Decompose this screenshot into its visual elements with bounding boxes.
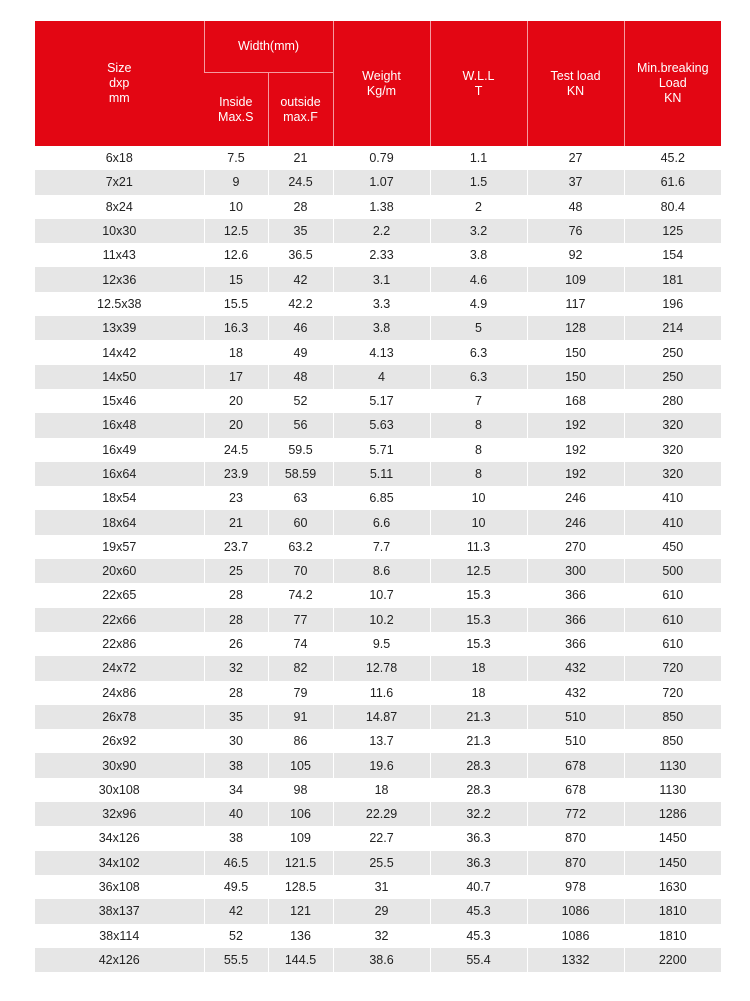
cell-wll: 4.6 xyxy=(430,267,527,291)
cell-inside: 18 xyxy=(204,340,268,364)
cell-test-load: 168 xyxy=(527,389,624,413)
table-row xyxy=(35,438,721,462)
cell-inside: 28 xyxy=(204,583,268,607)
cell-weight: 5.63 xyxy=(333,413,430,437)
cell-weight: 19.6 xyxy=(333,753,430,777)
table-row xyxy=(35,146,721,170)
cell-size: 24x86 xyxy=(35,681,204,705)
cell-wll: 21.3 xyxy=(430,729,527,753)
cell-test-load: 870 xyxy=(527,851,624,875)
table-row xyxy=(35,243,721,267)
cell-weight: 5.17 xyxy=(333,389,430,413)
table-row xyxy=(35,608,721,632)
cell-min-breaking-load: 2200 xyxy=(624,948,721,972)
cell-test-load: 192 xyxy=(527,413,624,437)
cell-wll: 36.3 xyxy=(430,826,527,850)
cell-size: 30x108 xyxy=(35,778,204,802)
cell-outside: 74.2 xyxy=(268,583,333,607)
cell-weight: 3.1 xyxy=(333,267,430,291)
table-row xyxy=(35,778,721,802)
table-row xyxy=(35,195,721,219)
cell-weight: 9.5 xyxy=(333,632,430,656)
cell-min-breaking-load: 125 xyxy=(624,219,721,243)
cell-test-load: 772 xyxy=(527,802,624,826)
cell-wll: 10 xyxy=(430,486,527,510)
cell-wll: 11.3 xyxy=(430,535,527,559)
cell-outside: 52 xyxy=(268,389,333,413)
table-row xyxy=(35,948,721,972)
cell-size: 6x18 xyxy=(35,146,204,170)
cell-weight: 14.87 xyxy=(333,705,430,729)
cell-size: 24x72 xyxy=(35,656,204,680)
table-row xyxy=(35,632,721,656)
cell-test-load: 978 xyxy=(527,875,624,899)
cell-size: 12x36 xyxy=(35,267,204,291)
cell-min-breaking-load: 61.6 xyxy=(624,170,721,194)
cell-wll: 5 xyxy=(430,316,527,340)
cell-test-load: 192 xyxy=(527,438,624,462)
cell-inside: 30 xyxy=(204,729,268,753)
cell-outside: 36.5 xyxy=(268,243,333,267)
cell-wll: 18 xyxy=(430,681,527,705)
cell-inside: 12.5 xyxy=(204,219,268,243)
cell-size: 32x96 xyxy=(35,802,204,826)
cell-test-load: 678 xyxy=(527,753,624,777)
cell-inside: 25 xyxy=(204,559,268,583)
cell-outside: 59.5 xyxy=(268,438,333,462)
cell-min-breaking-load: 320 xyxy=(624,462,721,486)
cell-inside: 15 xyxy=(204,267,268,291)
cell-min-breaking-load: 610 xyxy=(624,632,721,656)
cell-test-load: 1086 xyxy=(527,899,624,923)
cell-size: 12.5x38 xyxy=(35,292,204,316)
cell-inside: 49.5 xyxy=(204,875,268,899)
table-row xyxy=(35,413,721,437)
cell-min-breaking-load: 1286 xyxy=(624,802,721,826)
cell-inside: 20 xyxy=(204,413,268,437)
cell-outside: 86 xyxy=(268,729,333,753)
cell-wll: 8 xyxy=(430,438,527,462)
cell-inside: 9 xyxy=(204,170,268,194)
cell-outside: 24.5 xyxy=(268,170,333,194)
table-row xyxy=(35,462,721,486)
cell-outside: 136 xyxy=(268,924,333,948)
cell-test-load: 27 xyxy=(527,146,624,170)
cell-outside: 121.5 xyxy=(268,851,333,875)
cell-wll: 6.3 xyxy=(430,365,527,389)
header-test-load: Test load KN xyxy=(527,21,624,146)
cell-size: 22x86 xyxy=(35,632,204,656)
cell-min-breaking-load: 320 xyxy=(624,438,721,462)
cell-outside: 21 xyxy=(268,146,333,170)
cell-outside: 106 xyxy=(268,802,333,826)
cell-test-load: 432 xyxy=(527,681,624,705)
cell-min-breaking-load: 1810 xyxy=(624,899,721,923)
header-wll: W.L.L T xyxy=(430,21,527,146)
cell-min-breaking-load: 450 xyxy=(624,535,721,559)
cell-size: 30x90 xyxy=(35,753,204,777)
cell-weight: 1.07 xyxy=(333,170,430,194)
cell-outside: 42.2 xyxy=(268,292,333,316)
cell-weight: 8.6 xyxy=(333,559,430,583)
cell-wll: 7 xyxy=(430,389,527,413)
cell-test-load: 92 xyxy=(527,243,624,267)
cell-outside: 46 xyxy=(268,316,333,340)
cell-weight: 32 xyxy=(333,924,430,948)
cell-wll: 8 xyxy=(430,462,527,486)
cell-min-breaking-load: 1130 xyxy=(624,778,721,802)
cell-inside: 28 xyxy=(204,608,268,632)
table-row xyxy=(35,899,721,923)
cell-inside: 10 xyxy=(204,195,268,219)
table-row xyxy=(35,851,721,875)
cell-wll: 28.3 xyxy=(430,778,527,802)
cell-min-breaking-load: 410 xyxy=(624,486,721,510)
cell-test-load: 117 xyxy=(527,292,624,316)
cell-weight: 5.71 xyxy=(333,438,430,462)
table-row xyxy=(35,292,721,316)
cell-min-breaking-load: 45.2 xyxy=(624,146,721,170)
cell-outside: 79 xyxy=(268,681,333,705)
header-outside: outside max.F xyxy=(268,73,333,147)
cell-size: 13x39 xyxy=(35,316,204,340)
cell-outside: 35 xyxy=(268,219,333,243)
cell-inside: 26 xyxy=(204,632,268,656)
cell-outside: 74 xyxy=(268,632,333,656)
table-row xyxy=(35,170,721,194)
cell-min-breaking-load: 1450 xyxy=(624,851,721,875)
cell-wll: 21.3 xyxy=(430,705,527,729)
table-row xyxy=(35,924,721,948)
cell-inside: 23.9 xyxy=(204,462,268,486)
cell-outside: 70 xyxy=(268,559,333,583)
cell-min-breaking-load: 214 xyxy=(624,316,721,340)
cell-min-breaking-load: 1130 xyxy=(624,753,721,777)
cell-wll: 45.3 xyxy=(430,924,527,948)
cell-size: 18x64 xyxy=(35,510,204,534)
cell-weight: 12.78 xyxy=(333,656,430,680)
cell-outside: 77 xyxy=(268,608,333,632)
cell-size: 36x108 xyxy=(35,875,204,899)
cell-min-breaking-load: 196 xyxy=(624,292,721,316)
cell-weight: 4.13 xyxy=(333,340,430,364)
cell-test-load: 1332 xyxy=(527,948,624,972)
cell-inside: 55.5 xyxy=(204,948,268,972)
cell-test-load: 870 xyxy=(527,826,624,850)
cell-weight: 7.7 xyxy=(333,535,430,559)
cell-wll: 4.9 xyxy=(430,292,527,316)
cell-min-breaking-load: 720 xyxy=(624,681,721,705)
cell-inside: 21 xyxy=(204,510,268,534)
cell-test-load: 678 xyxy=(527,778,624,802)
cell-wll: 10 xyxy=(430,510,527,534)
table-row xyxy=(35,267,721,291)
cell-inside: 40 xyxy=(204,802,268,826)
spec-table xyxy=(35,21,721,972)
cell-test-load: 510 xyxy=(527,705,624,729)
cell-test-load: 366 xyxy=(527,583,624,607)
cell-weight: 2.33 xyxy=(333,243,430,267)
header-inside: Inside Max.S xyxy=(204,73,268,147)
cell-size: 18x54 xyxy=(35,486,204,510)
cell-size: 26x78 xyxy=(35,705,204,729)
cell-weight: 10.7 xyxy=(333,583,430,607)
cell-min-breaking-load: 720 xyxy=(624,656,721,680)
cell-size: 38x137 xyxy=(35,899,204,923)
header-min-breaking-load: Min.breaking Load KN xyxy=(624,21,721,146)
cell-min-breaking-load: 320 xyxy=(624,413,721,437)
cell-wll: 8 xyxy=(430,413,527,437)
cell-inside: 24.5 xyxy=(204,438,268,462)
header-weight: Weight Kg/m xyxy=(333,21,430,146)
cell-outside: 109 xyxy=(268,826,333,850)
cell-outside: 82 xyxy=(268,656,333,680)
cell-wll: 1.1 xyxy=(430,146,527,170)
cell-test-load: 150 xyxy=(527,365,624,389)
cell-min-breaking-load: 1810 xyxy=(624,924,721,948)
cell-inside: 34 xyxy=(204,778,268,802)
cell-size: 8x24 xyxy=(35,195,204,219)
cell-size: 34x126 xyxy=(35,826,204,850)
table-row xyxy=(35,875,721,899)
cell-inside: 15.5 xyxy=(204,292,268,316)
cell-weight: 0.79 xyxy=(333,146,430,170)
cell-wll: 12.5 xyxy=(430,559,527,583)
cell-wll: 15.3 xyxy=(430,632,527,656)
table-header xyxy=(35,21,721,146)
cell-weight: 38.6 xyxy=(333,948,430,972)
cell-wll: 18 xyxy=(430,656,527,680)
table-row xyxy=(35,340,721,364)
cell-size: 20x60 xyxy=(35,559,204,583)
cell-min-breaking-load: 1630 xyxy=(624,875,721,899)
cell-size: 14x42 xyxy=(35,340,204,364)
cell-weight: 18 xyxy=(333,778,430,802)
cell-size: 22x66 xyxy=(35,608,204,632)
cell-test-load: 246 xyxy=(527,486,624,510)
cell-min-breaking-load: 280 xyxy=(624,389,721,413)
cell-weight: 6.85 xyxy=(333,486,430,510)
cell-size: 34x102 xyxy=(35,851,204,875)
cell-size: 16x64 xyxy=(35,462,204,486)
cell-weight: 3.3 xyxy=(333,292,430,316)
cell-test-load: 366 xyxy=(527,632,624,656)
table-row xyxy=(35,219,721,243)
table-row xyxy=(35,389,721,413)
cell-size: 15x46 xyxy=(35,389,204,413)
cell-test-load: 150 xyxy=(527,340,624,364)
cell-weight: 4 xyxy=(333,365,430,389)
cell-inside: 16.3 xyxy=(204,316,268,340)
cell-min-breaking-load: 1450 xyxy=(624,826,721,850)
cell-wll: 2 xyxy=(430,195,527,219)
cell-test-load: 1086 xyxy=(527,924,624,948)
cell-size: 7x21 xyxy=(35,170,204,194)
cell-size: 22x65 xyxy=(35,583,204,607)
cell-wll: 40.7 xyxy=(430,875,527,899)
cell-inside: 52 xyxy=(204,924,268,948)
cell-weight: 3.8 xyxy=(333,316,430,340)
cell-test-load: 37 xyxy=(527,170,624,194)
cell-min-breaking-load: 610 xyxy=(624,583,721,607)
cell-test-load: 300 xyxy=(527,559,624,583)
cell-test-load: 192 xyxy=(527,462,624,486)
cell-min-breaking-load: 250 xyxy=(624,340,721,364)
cell-outside: 58.59 xyxy=(268,462,333,486)
cell-size: 14x50 xyxy=(35,365,204,389)
cell-min-breaking-load: 850 xyxy=(624,705,721,729)
table-row xyxy=(35,802,721,826)
cell-outside: 121 xyxy=(268,899,333,923)
cell-min-breaking-load: 80.4 xyxy=(624,195,721,219)
table-row xyxy=(35,365,721,389)
cell-min-breaking-load: 500 xyxy=(624,559,721,583)
cell-test-load: 109 xyxy=(527,267,624,291)
cell-wll: 55.4 xyxy=(430,948,527,972)
cell-weight: 11.6 xyxy=(333,681,430,705)
cell-inside: 28 xyxy=(204,681,268,705)
cell-inside: 38 xyxy=(204,753,268,777)
header-size: Size dxp mm xyxy=(35,21,204,146)
cell-wll: 6.3 xyxy=(430,340,527,364)
table-row xyxy=(35,535,721,559)
cell-outside: 49 xyxy=(268,340,333,364)
cell-wll: 3.8 xyxy=(430,243,527,267)
cell-weight: 1.38 xyxy=(333,195,430,219)
table-row xyxy=(35,705,721,729)
cell-inside: 38 xyxy=(204,826,268,850)
cell-outside: 48 xyxy=(268,365,333,389)
cell-weight: 25.5 xyxy=(333,851,430,875)
table-row xyxy=(35,316,721,340)
cell-inside: 23.7 xyxy=(204,535,268,559)
cell-wll: 32.2 xyxy=(430,802,527,826)
table-row xyxy=(35,753,721,777)
cell-weight: 22.7 xyxy=(333,826,430,850)
cell-min-breaking-load: 610 xyxy=(624,608,721,632)
cell-test-load: 128 xyxy=(527,316,624,340)
cell-test-load: 76 xyxy=(527,219,624,243)
cell-min-breaking-load: 181 xyxy=(624,267,721,291)
cell-size: 16x49 xyxy=(35,438,204,462)
cell-outside: 91 xyxy=(268,705,333,729)
cell-weight: 13.7 xyxy=(333,729,430,753)
table-row xyxy=(35,656,721,680)
cell-min-breaking-load: 250 xyxy=(624,365,721,389)
cell-outside: 56 xyxy=(268,413,333,437)
cell-test-load: 246 xyxy=(527,510,624,534)
cell-wll: 3.2 xyxy=(430,219,527,243)
cell-test-load: 510 xyxy=(527,729,624,753)
table-row xyxy=(35,486,721,510)
cell-size: 42x126 xyxy=(35,948,204,972)
cell-inside: 35 xyxy=(204,705,268,729)
cell-min-breaking-load: 850 xyxy=(624,729,721,753)
cell-size: 19x57 xyxy=(35,535,204,559)
cell-inside: 42 xyxy=(204,899,268,923)
cell-weight: 22.29 xyxy=(333,802,430,826)
cell-inside: 12.6 xyxy=(204,243,268,267)
cell-size: 38x114 xyxy=(35,924,204,948)
cell-min-breaking-load: 154 xyxy=(624,243,721,267)
cell-size: 26x92 xyxy=(35,729,204,753)
cell-inside: 7.5 xyxy=(204,146,268,170)
cell-size: 16x48 xyxy=(35,413,204,437)
cell-inside: 17 xyxy=(204,365,268,389)
cell-weight: 2.2 xyxy=(333,219,430,243)
cell-weight: 10.2 xyxy=(333,608,430,632)
cell-outside: 60 xyxy=(268,510,333,534)
cell-wll: 15.3 xyxy=(430,583,527,607)
cell-outside: 105 xyxy=(268,753,333,777)
cell-outside: 42 xyxy=(268,267,333,291)
cell-weight: 5.11 xyxy=(333,462,430,486)
table-row xyxy=(35,729,721,753)
cell-test-load: 48 xyxy=(527,195,624,219)
cell-inside: 20 xyxy=(204,389,268,413)
table-row xyxy=(35,583,721,607)
cell-outside: 144.5 xyxy=(268,948,333,972)
cell-inside: 23 xyxy=(204,486,268,510)
cell-weight: 31 xyxy=(333,875,430,899)
table-body xyxy=(35,146,721,972)
cell-wll: 28.3 xyxy=(430,753,527,777)
cell-outside: 63.2 xyxy=(268,535,333,559)
cell-test-load: 270 xyxy=(527,535,624,559)
table-row xyxy=(35,826,721,850)
cell-size: 10x30 xyxy=(35,219,204,243)
cell-outside: 98 xyxy=(268,778,333,802)
cell-wll: 15.3 xyxy=(430,608,527,632)
cell-weight: 29 xyxy=(333,899,430,923)
cell-outside: 128.5 xyxy=(268,875,333,899)
table-row xyxy=(35,559,721,583)
cell-size: 11x43 xyxy=(35,243,204,267)
cell-inside: 46.5 xyxy=(204,851,268,875)
table-row xyxy=(35,681,721,705)
cell-outside: 63 xyxy=(268,486,333,510)
table-row xyxy=(35,510,721,534)
cell-wll: 1.5 xyxy=(430,170,527,194)
cell-wll: 36.3 xyxy=(430,851,527,875)
header-width-group: Width(mm) xyxy=(204,21,333,73)
cell-test-load: 432 xyxy=(527,656,624,680)
cell-min-breaking-load: 410 xyxy=(624,510,721,534)
cell-weight: 6.6 xyxy=(333,510,430,534)
cell-test-load: 366 xyxy=(527,608,624,632)
cell-inside: 32 xyxy=(204,656,268,680)
cell-outside: 28 xyxy=(268,195,333,219)
cell-wll: 45.3 xyxy=(430,899,527,923)
